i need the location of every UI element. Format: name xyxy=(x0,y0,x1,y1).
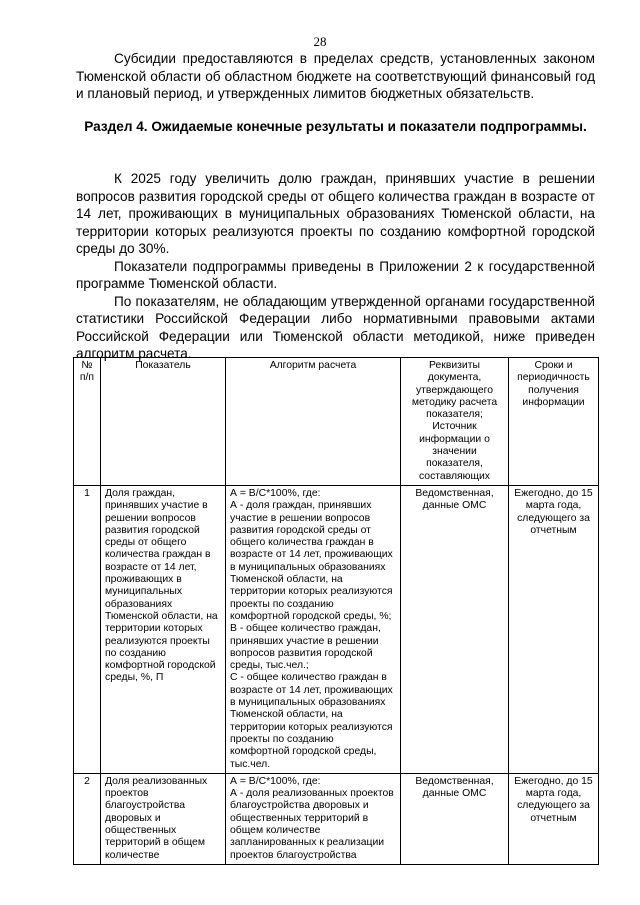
row-algorithm: А = В/С*100%, где: А - доля реализованных проектов благоустройства дворовых и общественных территорий в общем количестве запланированных к реализации проектов благоустройства xyxy=(226,773,401,864)
row-source: Ведомственная, данные ОМС xyxy=(401,485,509,773)
paragraph: Показатели подпрограммы приведены в Приложении 2 к государственной программе Тюменской области. xyxy=(76,258,595,291)
paragraph: По показателям, не обладающим утвержденной органами государственной статистики Российской Федерации либо нормативными правовыми актами Российской Федерации или Тюменской области методикой, ниже приведен алгоритм расчета. xyxy=(76,293,595,361)
table-row xyxy=(74,773,599,864)
results-text xyxy=(76,170,595,363)
row-source: Ведомственная, данные ОМС xyxy=(401,773,509,864)
table-header-row xyxy=(74,358,599,486)
row-algorithm: А = В/С*100%, где: А - доля граждан, принявших участие в решении вопросов развития городской среды от общего количества граждан в возрасте от 14 лет, проживающих в муниципальных образованиях Тюменской области, на территории которых реализуются проекты по созданию комфортной городской среды, %; В - общее количество граждан, принявших участие в решении вопросов развития городской среды, тыс.чел.; С - общее количество граждан в возрасте от 14 лет, проживающих в муниципальных образованиях Тюменской области, на территории которых реализуются проекты по созданию комфортной городской среды, тыс.чел. xyxy=(226,485,401,773)
section-heading: Раздел 4. Ожидаемые конечные результаты и показатели подпрограммы. xyxy=(84,119,587,134)
paragraph: Субсидии предоставляются в пределах средств, установленных законом Тюменской области об областном бюджете на соответствующий финансовый год и плановый период, и утвержденных лимитов бюджетных обязательств. xyxy=(76,51,595,101)
header-indicator: Показатель xyxy=(101,358,226,486)
paragraph: К 2025 году увеличить долю граждан, принявших участие в решении вопросов развития городской среды от общего количества граждан в возрасте от 14 лет, проживающих в муниципальных образованиях Тюменской области, на территории которых реализуются проекты по созданию комфортной городской среды до 30%. xyxy=(76,171,595,256)
intro-text xyxy=(76,50,595,103)
table-row xyxy=(74,485,599,773)
row-num: 2 xyxy=(74,773,101,864)
row-indicator: Доля граждан, принявших участие в решении вопросов развития городской среды от общего количества граждан в возрасте от 14 лет, проживающих в муниципальных образованиях Тюменской области, на территории которых реализуются проекты по созданию комфортной городской среды, %, П xyxy=(101,485,226,773)
page-number: 28 xyxy=(313,34,327,49)
header-num: № п/п xyxy=(74,358,101,486)
header-algorithm: Алгоритм расчета xyxy=(226,358,401,486)
row-period: Ежегодно, до 15 марта года, следующего за отчетным xyxy=(509,773,599,864)
row-num: 1 xyxy=(74,485,101,773)
row-indicator: Доля реализованных проектов благоустройства дворовых и общественных территорий в общем количестве xyxy=(101,773,226,864)
row-period: Ежегодно, до 15 марта года, следующего за отчетным xyxy=(509,485,599,773)
header-source: Реквизиты документа, утверждающего методику расчета показателя; Источник информации о значении показателя, составляющих xyxy=(401,358,509,486)
header-period: Сроки и периодичность получения информации xyxy=(509,358,599,486)
indicator-table xyxy=(73,357,599,865)
